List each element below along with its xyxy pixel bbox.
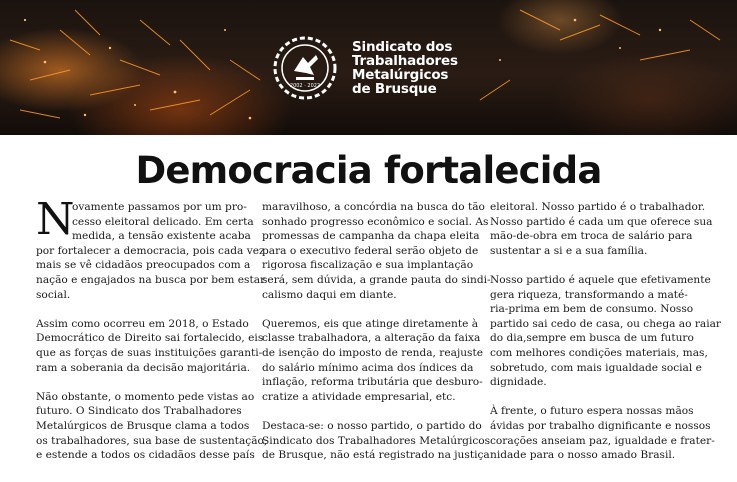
article-title: Democracia fortalecida [135,149,602,192]
text-line: de isenção do imposto de renda, reajuste [262,346,484,359]
brand-line: Trabalhadores [352,53,458,69]
text-line: Metalúrgicos de Brusque clama a todos [36,419,250,432]
text-line: os trabalhadores, sua base de sustentação, [36,434,268,447]
text-line: corações anseiam paz, igualdade e frater- [490,434,715,447]
text-line: Nosso partido é cada um que oferece sua [490,215,713,228]
text-line: e estende a todos os cidadãos desse país [36,449,255,462]
article-paragraph [36,390,268,463]
text-line: social. [36,288,71,301]
logo-years: 2002 · 2022 [289,83,321,89]
union-logo-icon [270,33,340,103]
article-column-2 [262,200,491,463]
text-line: Assim como ocorreu em 2018, o Estado [36,317,249,330]
article-paragraph [262,317,484,405]
text-line: mão-de-obra em troca de salário para [490,230,693,243]
article-paragraph [262,200,491,302]
text-line: ávidas por trabalho dignificante e nossos [490,419,711,432]
text-line: por fortalecer a democracia, pois cada vez [36,244,265,257]
text-line: sustentar a si e a sua família. [490,244,648,257]
article-column-1 [36,194,268,463]
text-line: para o executivo federal serão objeto de [262,244,479,257]
text-line: sobretudo, com mais igualdade social e [490,361,702,374]
text-line: classe trabalhadora, a alteração da faixa [262,332,481,345]
brand-line: Metalúrgicos [352,67,449,83]
text-line: inflação, reforma tributária que desburo- [262,376,483,389]
article-paragraph [490,200,713,258]
brand-name [352,40,458,96]
text-line: do salário mínimo acima dos índices da [262,361,474,374]
text-line: do dia,sempre em busca de um futuro [490,332,694,345]
text-line: cratize a atividade empresarial, etc. [262,390,456,403]
header-banner [0,0,737,135]
text-line: será, sem dúvida, a grande pauta do sindi- [262,273,491,286]
article-paragraph [36,194,266,302]
text-line: medida, a tensão existente acaba [72,230,251,243]
text-line: Sindicato dos Trabalhadores Metalúrgicos [262,434,491,447]
text-line: com melhores condições materiais, mas, [490,346,708,359]
text-line: mais se vê cidadãos preocupados com a [36,259,251,272]
article-paragraph [490,404,715,462]
text-line: eleitoral. Nosso partido é o trabalhador. [490,201,706,213]
drop-cap: N [36,194,75,245]
article-column-3 [490,200,721,463]
text-line: ram a soberania da decisão majoritária. [36,361,251,374]
text-line: cesso eleitoral delicado. Em certa [72,215,254,228]
article-paragraph [490,273,721,390]
text-line: Nosso partido é aquele que efetivamente [490,273,711,286]
text-line: nação e engajados na busca por bem estar [36,273,266,286]
text-line: de Brusque, não está registrado na justiça [262,449,490,462]
text-line: partido sai cedo de casa, ou chega ao raiar [490,317,721,330]
brand-line: de Brusque [352,81,437,97]
text-line: Queremos, eis que atinge diretamente à [262,317,479,330]
article-paragraph [36,317,264,375]
text-line: ovamente passamos por um pro- [72,201,247,213]
text-line: calismo daqui em diante. [262,288,397,301]
text-line: futuro. O Sindicato dos Trabalhadores [36,405,242,418]
text-line: maravilhoso, a concórdia na busca do tão [262,201,485,213]
text-line: Democrático de Direito sai fortalecido, eis [36,332,264,345]
text-line: nidade para o nosso amado Brasil. [490,449,676,462]
text-line: sonhado progresso econômico e social. As [262,215,489,228]
article-paragraph [262,419,491,463]
text-line: promessas de campanha da chapa eleita [262,230,480,243]
brand-line: Sindicato dos [352,39,453,55]
text-line: À frente, o futuro espera nossas mãos [490,405,694,418]
text-line: ria-prima em bem de consumo. Nosso [490,303,694,316]
text-line: dignidade. [490,376,547,389]
text-line: que as forças de suas instituições garanti- [36,346,263,359]
text-line: Não obstante, o momento pede vistas ao [36,390,255,403]
text-line: Destaca-se: o nosso partido, o partido do [262,419,482,432]
text-line: rigorosa fiscalização e sua implantação [262,259,474,272]
text-line: gera riqueza, transformando a maté- [490,288,688,301]
